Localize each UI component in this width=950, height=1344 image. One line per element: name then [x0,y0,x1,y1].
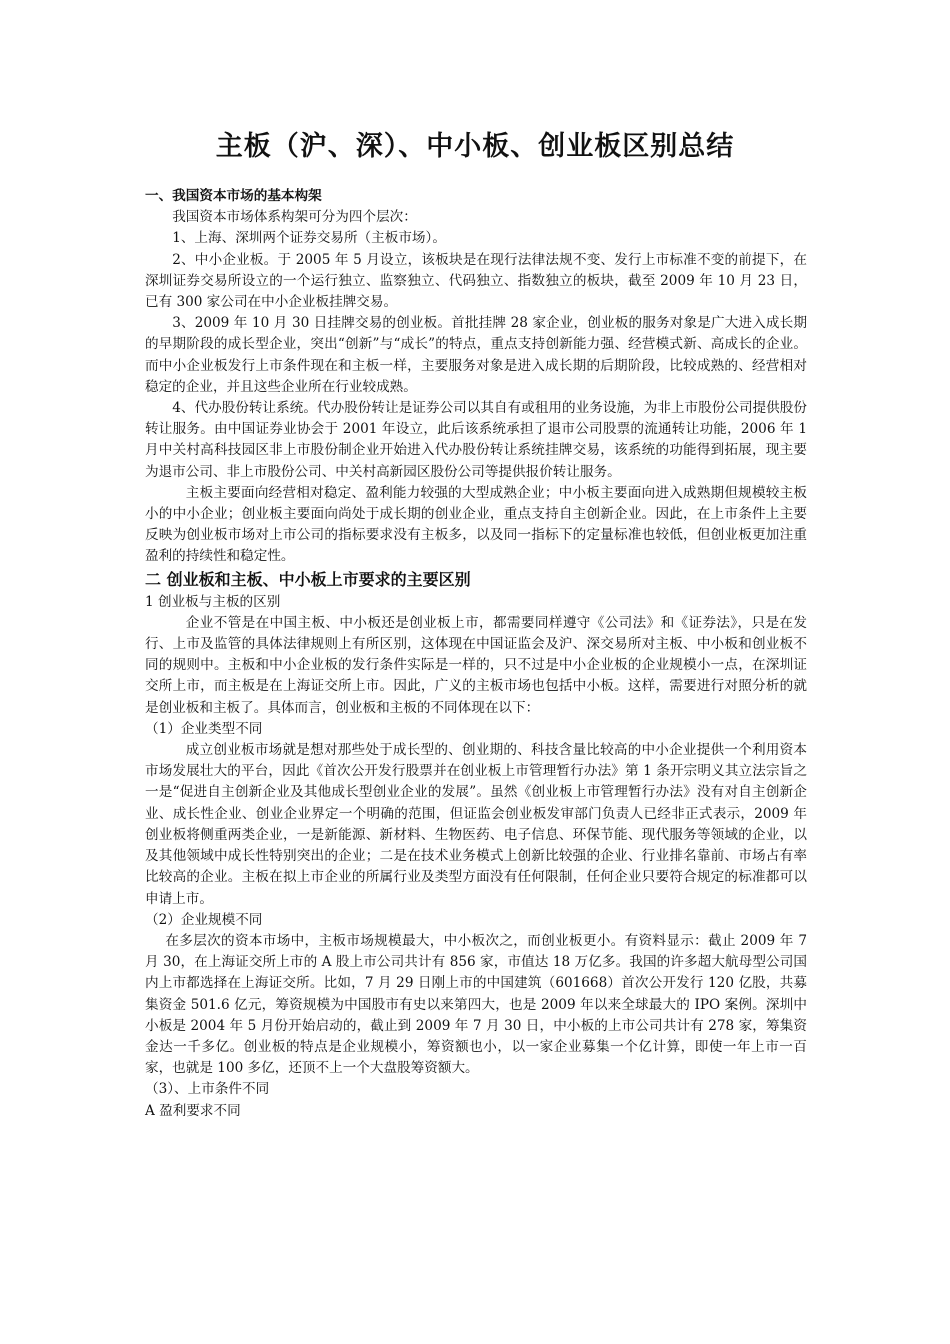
paragraph: 4、代办股份转让系统。代办股份转让是证券公司以其自有或租用的业务设施，为非上市股份公司提供股份转让服务。由中国证券业协会于 2001 年设立，此后该系统承担了退市公司股票的流通转让功能，2006 年 1 月中关村高科技园区非上市股份制企业开始进入代办股份转让系统挂牌交易，该系统的功能得到拓展，现主要为退市公司、非上市股份公司、中关村高新园区股份公司等提供报价转让服务。 [145,400,807,480]
paragraph: 主板主要面向经营相对稳定、盈利能力较强的大型成熟企业；中小板主要面向进入成熟期但规模较主板小的中小企业；创业板主要面向尚处于成长期的创业企业，重点支持自主创新企业。因此，在上市条件上主要反映为创业板市场对上市公司的指标要求没有主板多，以及同一指标下的定量标准也较低，但创业板更加注重盈利的持续性和稳定性。 [145,484,807,565]
document-title: 主板（沪、深）、中小板、创业板区别总结 [215,131,735,162]
paragraph: 企业不管是在中国主板、中小板还是创业板上市，都需要同样遵守《公司法》和《证券法》，只是在发行、上市及监管的具体法律规则上有所区别，这体现在中国证监会及沪、深交易所对主板、中小板和创业板不同的规则中。主板和中小企业板的发行条件实际是一样的，只不过是中小企业板的企业规模小一点，在深圳证交所上市，而主板是在上海证交所上市。因此，广义的主板市场也包括中小板。这样，需要进行对照分析的就是创业板和主板了。具体而言，创业板和主板的不同体现在以下： [145,614,807,716]
document-body [145,186,807,1122]
section-heading-1: 一、我国资本市场的基本构架 [145,188,322,204]
list-item-heading: （3）、上市条件不同 [145,1081,270,1098]
paragraph: 我国资本市场体系构架可分为四个层次： [172,209,417,226]
subitem-heading: A 盈利要求不同 [145,1102,241,1119]
paragraph: 3、2009 年 10 月 30 日挂牌交易的创业板。首批挂牌 28 家企业，创业板的服务对象是广大进入成长期的早期阶段的成长型企业，突出“创新”与“成长”的特点，重点支持创新能力强、经营模式新、高成长的企业。而中小企业板发行上市条件现在和主板一样，主要服务对象是进入成长期的后期阶段，比较成熟的、经营相对稳定的企业，并且这些企业所在行业较成熟。 [145,315,807,395]
paragraph: 2、中小企业板。于 2005 年 5 月设立，该板块是在现行法律法规不变、发行上市标准不变的前提下，在深圳证券交易所设立的一个运行独立、监察独立、代码独立、指数独立的板块，截至 2009 年 10 月 23 日，已有 300 家公司在中小企业板挂牌交易。 [145,251,807,311]
paragraph: 成立创业板市场就是想对那些处于成长型的、创业期的、科技含量比较高的中小企业提供一个利用资本市场发展壮大的平台，因此《首次公开发行股票并在创业板上市管理暂行办法》第 1 条开宗明义其立法宗旨之一是“促进自主创新企业及其他成长型创业企业的发展”。虽然《创业板上市管理暂行办法》没有对自主创新企业、成长性企业、创业企业界定一个明确的范围，但证监会创业板发审部门负责人已经非正式表示，2009 年创业板将侧重两类企业，一是新能源、新材料、生物医药、电子信息、环保节能、现代服务等领域的企业，以及其他领域中成长性特别突出的企业；二是在技术业务模式上创新比较强的企业、行业排名靠前、市场占有率比较高的企业。主板在拟上市企业的所属行业及类型方面没有任何限制，任何企业只要符合规定的标准都可以申请上市。 [145,742,807,907]
list-item-heading: （2）企业规模不同 [145,911,263,928]
section-heading-2: 二 创业板和主板、中小板上市要求的主要区别 [145,569,471,589]
paragraph: 在多层次的资本市场中，主板市场规模最大，中小板次之，而创业板更小。有资料显示：截止 2009 年 7 月 30，在上海证交所上市的 A 股上市公司共计有 856 家，市值达 18 万亿多。我国的许多超大航母型公司国内上市都选择在上海证交所。比如，7 月 29 日刚上市的中国建筑（601668）首次公开发行 120 亿股，共募集资金 501.6 亿元，筹资规模为中国股市有史以来第四大，也是 2009 年以来全球最大的 IPO 案例。深圳中小板是 2004 年 5 月份开始启动的，截止到 2009 年 7 月 30 日，中小板的上市公司共计有 278 家，筹集资金达一千多亿。创业板的特点是企业规模小，筹资额也小，以一家企业募集一个亿计算，即使一年上市一百家，也就是 100 多亿，还顶不上一个大盘股筹资额大。 [145,932,807,1077]
list-item-heading: （1）企业类型不同 [145,720,263,737]
subheading: 1 创业板与主板的区别 [145,593,281,610]
paragraph: 1、上海、深圳两个证券交易所（主板市场）。 [172,230,446,247]
